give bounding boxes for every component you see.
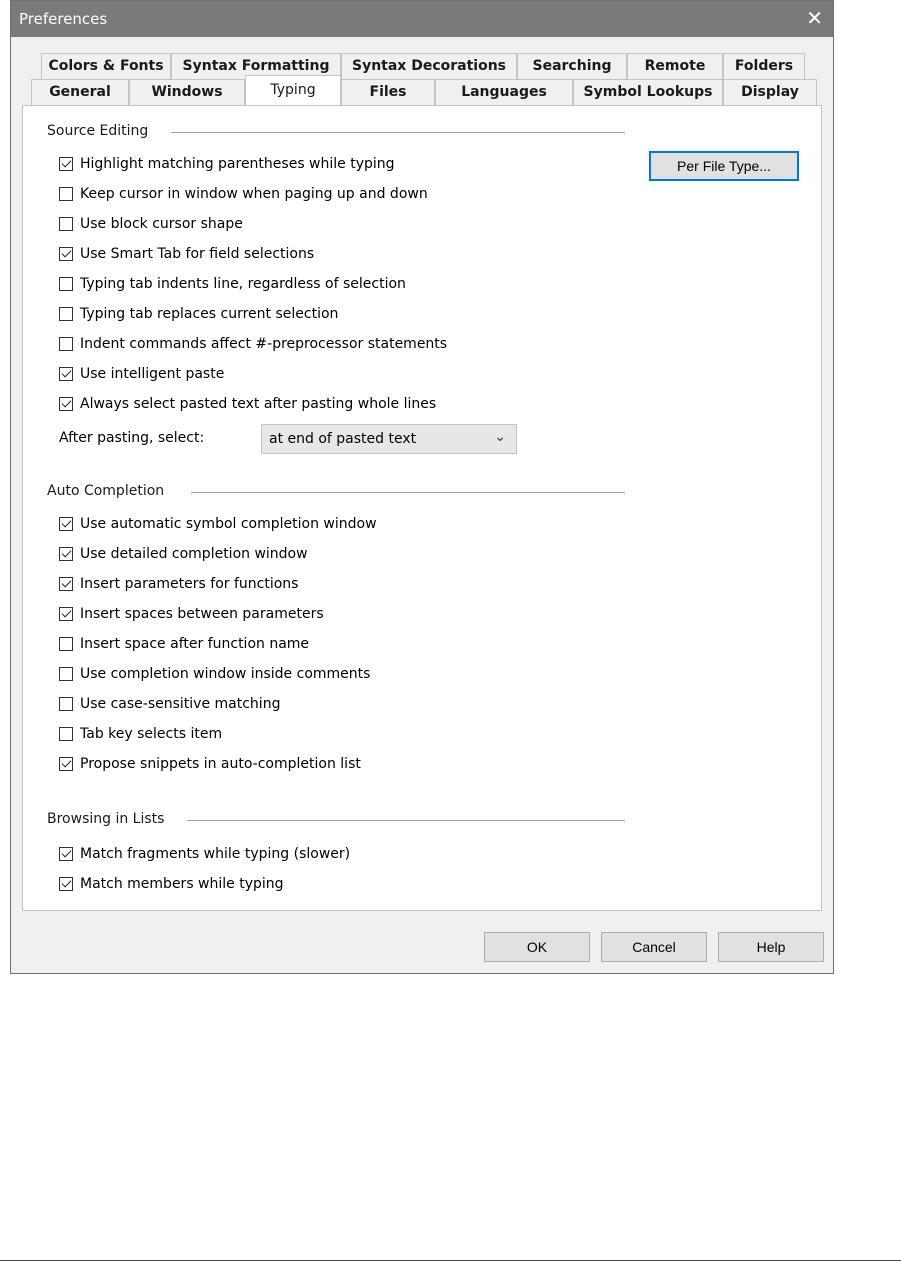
checkbox-label: Use intelligent paste	[80, 366, 225, 382]
checkbox-label: Use Smart Tab for field selections	[80, 246, 315, 262]
checkbox-highlight-parentheses[interactable]	[59, 153, 395, 175]
tab-display[interactable]: Display	[723, 79, 817, 105]
checkbox-indent-preprocessor[interactable]	[59, 333, 447, 355]
group-title-browsing-in-lists: Browsing in Lists	[47, 811, 165, 827]
checkbox-icon[interactable]	[59, 757, 73, 771]
select-value: at end of pasted text	[269, 431, 417, 447]
checkbox-tab-selects-item[interactable]	[59, 723, 222, 745]
group-title-auto-completion: Auto Completion	[47, 483, 165, 499]
tab-general[interactable]: General	[31, 79, 129, 105]
checkbox-icon[interactable]	[59, 577, 73, 591]
checkbox-label: Insert parameters for functions	[80, 576, 299, 592]
group-title-source-editing: Source Editing	[47, 123, 149, 139]
checkbox-tab-indents[interactable]	[59, 273, 406, 295]
checkbox-keep-cursor[interactable]	[59, 183, 428, 205]
checkbox-label: Use automatic symbol completion window	[80, 516, 377, 532]
checkbox-icon[interactable]	[59, 277, 73, 291]
checkbox-insert-spaces-parameters[interactable]	[59, 603, 324, 625]
tab-symbol-lookups[interactable]: Symbol Lookups	[573, 79, 723, 105]
checkbox-label: Use detailed completion window	[80, 546, 308, 562]
checkbox-propose-snippets[interactable]	[59, 753, 361, 775]
checkbox-match-fragments[interactable]	[59, 843, 350, 865]
checkbox-label: Tab key selects item	[80, 726, 223, 742]
checkbox-label: Use block cursor shape	[80, 216, 243, 232]
checkbox-icon[interactable]	[59, 637, 73, 651]
checkbox-label: Use case-sensitive matching	[80, 696, 281, 712]
checkbox-icon[interactable]	[59, 247, 73, 261]
checkbox-icon[interactable]	[59, 607, 73, 621]
checkbox-detailed-completion[interactable]	[59, 543, 308, 565]
checkbox-case-sensitive[interactable]	[59, 693, 280, 715]
checkbox-label: Keep cursor in window when paging up and down	[80, 186, 428, 202]
checkbox-match-members[interactable]	[59, 873, 284, 895]
tab-typing[interactable]: Typing	[245, 75, 341, 105]
checkbox-smart-tab[interactable]	[59, 243, 314, 265]
checkbox-icon[interactable]	[59, 667, 73, 681]
after-pasting-select[interactable]	[261, 424, 517, 454]
checkbox-icon[interactable]	[59, 307, 73, 321]
checkbox-label: Propose snippets in auto-completion list	[80, 756, 361, 772]
checkbox-label: Always select pasted text after pasting whole lines	[80, 396, 437, 412]
checkbox-select-pasted[interactable]	[59, 393, 436, 415]
window-title: Preferences	[19, 10, 108, 28]
checkbox-icon[interactable]	[59, 397, 73, 411]
tab-folders[interactable]: Folders	[723, 53, 805, 79]
checkbox-icon[interactable]	[59, 877, 73, 891]
checkbox-icon[interactable]	[59, 547, 73, 561]
tab-windows[interactable]: Windows	[129, 79, 245, 105]
checkbox-label: Match members while typing	[80, 876, 284, 892]
checkbox-completion-in-comments[interactable]	[59, 663, 370, 685]
per-file-type-button[interactable]: Per File Type...	[649, 151, 799, 181]
checkbox-icon[interactable]	[59, 157, 73, 171]
checkbox-tab-replaces[interactable]	[59, 303, 338, 325]
tab-languages[interactable]: Languages	[435, 79, 573, 105]
cancel-button[interactable]: Cancel	[601, 932, 707, 962]
tab-row-top	[41, 53, 805, 79]
checkbox-label: Indent commands affect #-preprocessor statements	[80, 336, 448, 352]
checkbox-block-cursor[interactable]	[59, 213, 243, 235]
checkbox-label: Typing tab replaces current selection	[80, 306, 339, 322]
checkbox-label: Typing tab indents line, regardless of selection	[80, 276, 406, 292]
tab-files[interactable]: Files	[341, 79, 435, 105]
checkbox-icon[interactable]	[59, 187, 73, 201]
ok-button[interactable]: OK	[484, 932, 590, 962]
checkbox-space-after-function[interactable]	[59, 633, 309, 655]
tab-syntax-formatting[interactable]: Syntax Formatting	[171, 53, 341, 79]
group-divider	[191, 492, 625, 493]
tab-syntax-decorations[interactable]: Syntax Decorations	[341, 53, 517, 79]
tab-colors-fonts[interactable]: Colors & Fonts	[41, 53, 171, 79]
checkbox-label: Use completion window inside comments	[80, 666, 371, 682]
checkbox-label: Highlight matching parentheses while typing	[80, 156, 395, 172]
checkbox-icon[interactable]	[59, 367, 73, 381]
page-bottom-rule	[0, 1260, 901, 1261]
tab-searching[interactable]: Searching	[517, 53, 627, 79]
checkbox-auto-symbol-completion[interactable]	[59, 513, 377, 535]
group-divider	[187, 820, 625, 821]
preferences-dialog	[10, 0, 834, 974]
checkbox-icon[interactable]	[59, 517, 73, 531]
checkbox-icon[interactable]	[59, 337, 73, 351]
tab-row-bottom	[31, 79, 817, 105]
tab-remote[interactable]: Remote	[627, 53, 723, 79]
checkbox-icon[interactable]	[59, 217, 73, 231]
help-button[interactable]: Help	[718, 932, 824, 962]
chevron-down-icon: ⌄	[494, 429, 506, 445]
checkbox-insert-parameters[interactable]	[59, 573, 298, 595]
close-icon[interactable]: ✕	[806, 6, 823, 30]
checkbox-icon[interactable]	[59, 697, 73, 711]
checkbox-intelligent-paste[interactable]	[59, 363, 224, 385]
checkbox-icon[interactable]	[59, 727, 73, 741]
checkbox-label: Insert spaces between parameters	[80, 606, 324, 622]
checkbox-icon[interactable]	[59, 847, 73, 861]
title-bar	[11, 1, 833, 37]
group-divider	[171, 132, 625, 133]
after-pasting-label: After pasting, select:	[59, 430, 205, 446]
checkbox-label: Match fragments while typing (slower)	[80, 846, 351, 862]
checkbox-label: Insert space after function name	[80, 636, 310, 652]
